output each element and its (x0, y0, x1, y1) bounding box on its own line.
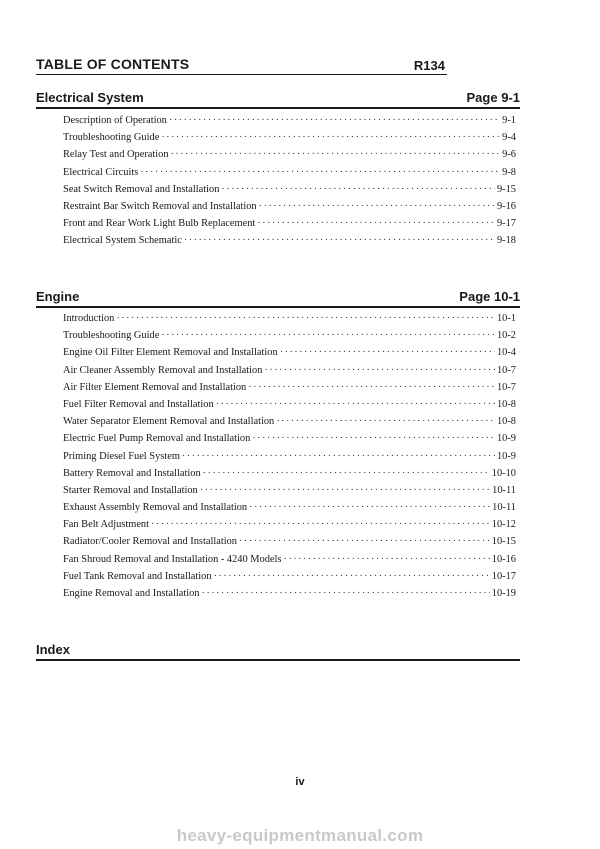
toc-entry[interactable] (63, 330, 516, 347)
toc-entry-page: 9-18 (496, 235, 516, 247)
dot-leader (264, 365, 495, 376)
toc-entry[interactable] (63, 399, 516, 416)
toc-entry[interactable] (63, 433, 516, 450)
dot-leader (202, 588, 490, 599)
toc-entry[interactable] (63, 313, 516, 330)
toc-entry-label: Fan Shroud Removal and Installation - 4240 Models (63, 553, 282, 565)
toc-entry-label: Introduction (63, 313, 115, 324)
watermark: heavy-equipmentmanual.com (176, 826, 424, 845)
dot-leader (248, 382, 495, 393)
toc-entry[interactable] (63, 502, 516, 519)
toc-entry-page: 9-4 (502, 132, 516, 144)
toc-header (36, 56, 447, 75)
toc-entry-page: 9-8 (502, 166, 516, 178)
toc-entry-page: 9-1 (502, 115, 516, 126)
toc-entry[interactable] (63, 235, 516, 252)
dot-leader (214, 571, 490, 582)
dot-leader (151, 519, 490, 530)
toc-entry-label: Fuel Tank Removal and Installation (63, 570, 212, 582)
dot-leader (171, 149, 501, 160)
toc-entry-label: Troubleshooting Guide (63, 132, 160, 144)
toc-title: TABLE OF CONTENTS (36, 56, 190, 72)
toc-entry[interactable] (63, 201, 516, 218)
toc-entry-label: Seat Switch Removal and Installation (63, 183, 220, 195)
toc-entry-page: 9-15 (496, 183, 516, 195)
toc-entry-label: Fan Belt Adjustment (63, 519, 150, 531)
section-page: Page 10-1 (459, 289, 520, 304)
toc-entry[interactable] (63, 468, 516, 485)
toc-entry-label: Exhaust Assembly Removal and Installation (63, 502, 248, 514)
dot-leader (216, 399, 495, 410)
toc-entry[interactable] (63, 451, 516, 468)
page-number: iv (295, 776, 305, 788)
toc-entry-label: Priming Diesel Fuel System (63, 450, 180, 462)
toc-entry-page: 10-15 (491, 536, 516, 548)
toc-entry-page: 10-8 (496, 398, 516, 410)
toc-entry-label: Water Separator Element Removal and Installation (63, 416, 275, 428)
toc-entry-label: Relay Test and Operation (63, 149, 169, 161)
toc-entry[interactable] (63, 347, 516, 364)
toc-entry-page: 9-6 (502, 149, 516, 161)
dot-leader (200, 485, 490, 496)
toc-entry-page: 10-2 (496, 330, 516, 342)
toc-entry-page: 10-9 (496, 450, 516, 462)
section-title: Engine (36, 289, 80, 304)
toc-entry-label: Battery Removal and Installation (63, 467, 201, 479)
toc-entry-page: 10-8 (496, 416, 516, 428)
dot-leader (116, 313, 495, 324)
dot-leader (257, 218, 495, 229)
toc-entry[interactable] (63, 571, 516, 588)
section-title: Electrical System (36, 90, 144, 105)
toc-entry-label: Electrical Circuits (63, 166, 139, 178)
dot-leader (259, 201, 495, 212)
dot-leader (239, 536, 490, 547)
toc-entry-label: Radiator/Cooler Removal and Installation (63, 536, 238, 548)
section-title: Index (36, 642, 70, 657)
toc-entry-label: Restraint Bar Switch Removal and Installation (63, 200, 257, 212)
dot-leader (140, 167, 500, 178)
dot-leader (203, 468, 490, 479)
section-heading-index (36, 642, 520, 661)
toc-entry-label: Front and Rear Work Light Bulb Replacement (63, 218, 256, 230)
toc-entry-page: 9-17 (496, 218, 516, 230)
toc-entry-label: Description of Operation (63, 115, 167, 126)
dot-leader (161, 330, 495, 341)
toc-entry[interactable] (63, 485, 516, 502)
toc-list-engine (63, 313, 516, 605)
dot-leader (169, 115, 500, 126)
toc-entry[interactable] (63, 149, 516, 166)
toc-entry-page: 10-16 (491, 553, 516, 565)
toc-entry-page: 9-16 (496, 200, 516, 212)
toc-entry-label: Air Filter Element Removal and Installation (63, 381, 247, 393)
toc-entry-label: Electric Fuel Pump Removal and Installation (63, 433, 251, 445)
toc-entry[interactable] (63, 416, 516, 433)
toc-entry-label: Starter Removal and Installation (63, 484, 198, 496)
toc-entry[interactable] (63, 167, 516, 184)
dot-leader (252, 433, 495, 444)
toc-entry-page: 10-7 (496, 364, 516, 376)
dot-leader (161, 132, 500, 143)
toc-entry-page: 10-9 (496, 433, 516, 445)
dot-leader (182, 451, 495, 462)
toc-entry[interactable] (63, 536, 516, 553)
toc-entry-page: 10-11 (492, 502, 516, 514)
toc-entry-page: 10-10 (491, 467, 516, 479)
toc-entry[interactable] (63, 554, 516, 571)
toc-entry-label: Engine Oil Filter Element Removal and Installation (63, 347, 278, 359)
manual-code: R134 (413, 58, 445, 73)
toc-entry-label: Air Cleaner Assembly Removal and Installation (63, 364, 263, 376)
section-heading-engine (36, 289, 520, 308)
toc-entry-page: 10-19 (491, 588, 516, 599)
dot-leader (280, 347, 495, 358)
section-heading-electrical (36, 90, 520, 109)
toc-entry-page: 10-17 (491, 570, 516, 582)
toc-entry-label: Electrical System Schematic (63, 235, 182, 247)
toc-entry-page: 10-11 (492, 484, 516, 496)
dot-leader (283, 554, 489, 565)
toc-entry-label: Troubleshooting Guide (63, 330, 160, 342)
toc-entry[interactable] (63, 184, 516, 201)
toc-entry-page: 10-12 (491, 519, 516, 531)
toc-entry-page: 10-4 (496, 347, 516, 359)
toc-entry[interactable] (63, 132, 516, 149)
toc-entry-page: 10-1 (496, 313, 516, 324)
dot-leader (184, 235, 495, 246)
dot-leader (276, 416, 495, 427)
dot-leader (221, 184, 495, 195)
section-page: Page 9-1 (466, 90, 520, 105)
toc-entry-label: Fuel Filter Removal and Installation (63, 398, 214, 410)
toc-entry-label: Engine Removal and Installation (63, 588, 200, 599)
dot-leader (249, 502, 490, 513)
toc-entry[interactable] (63, 519, 516, 536)
toc-entry-page: 10-7 (496, 381, 516, 393)
toc-entry[interactable] (63, 588, 516, 605)
toc-entry[interactable] (63, 365, 516, 382)
toc-entry[interactable] (63, 382, 516, 399)
toc-entry[interactable] (63, 115, 516, 132)
toc-list-electrical (63, 115, 516, 253)
toc-entry[interactable] (63, 218, 516, 235)
